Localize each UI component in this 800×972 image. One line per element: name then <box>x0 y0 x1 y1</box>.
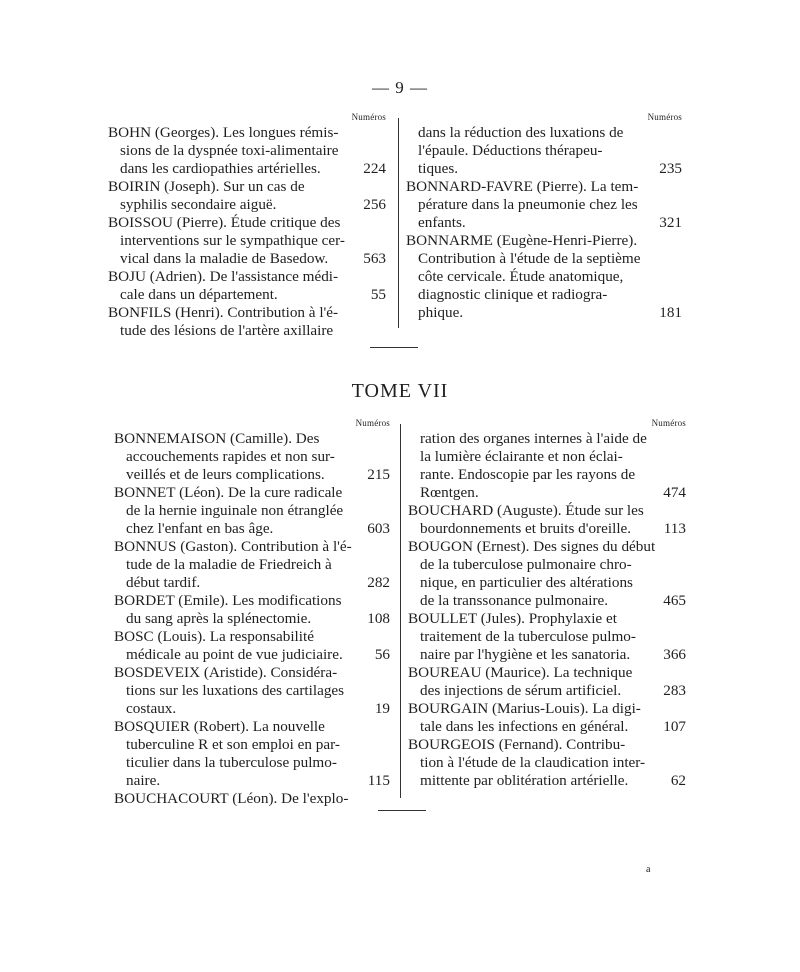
entry-line <box>408 430 686 448</box>
entry-line <box>406 142 682 160</box>
entry-text: BONNET (Léon). De la cure radicale <box>114 484 343 501</box>
entry-line <box>114 466 390 484</box>
section-divider <box>370 347 418 348</box>
entry-line <box>406 160 682 178</box>
entry-text: enfants. <box>418 214 466 231</box>
entry-text: pérature dans la pneumonie chez les <box>418 196 638 213</box>
entry-line <box>114 700 390 718</box>
entry-text: dans la réduction des luxations de <box>418 124 624 141</box>
entry-text: côte cervicale. Étude anatomique, <box>418 268 624 285</box>
entry-line <box>114 538 390 556</box>
entry-line <box>114 628 390 646</box>
entry-text: ration des organes internes à l'aide de <box>420 430 647 447</box>
entry-line <box>108 124 386 142</box>
index-entry <box>108 304 386 340</box>
entry-line <box>114 502 390 520</box>
index-entry <box>114 538 390 592</box>
entry-text: Contribution à l'étude de la septième <box>418 250 641 267</box>
entry-text: veillés et de leurs complications. <box>126 466 325 483</box>
entry-line <box>114 682 390 700</box>
entry-number: 19 <box>374 700 390 717</box>
entry-text: accouchements rapides et non sur- <box>126 448 335 465</box>
entry-line <box>408 664 686 682</box>
entry-line <box>406 178 682 196</box>
entry-list <box>114 430 390 808</box>
entry-text: diagnostic clinique et radiogra- <box>418 286 608 303</box>
entry-line <box>408 736 686 754</box>
entry-list <box>406 124 682 322</box>
entry-text: interventions sur le sympathique cer- <box>120 232 345 249</box>
corner-mark: a <box>646 864 651 875</box>
entry-text: BOURGAIN (Marius-Louis). La digi- <box>408 700 641 717</box>
entry-line <box>408 574 686 592</box>
entry-text: BOUGON (Ernest). Des signes du début <box>408 538 656 555</box>
entry-text: dans les cardiopathies artérielles. <box>120 160 321 177</box>
entry-text: sions de la dyspnée toxi-alimentaire <box>120 142 339 159</box>
index-entry <box>114 430 390 484</box>
column-tome-left <box>114 418 390 808</box>
entry-text: BOUCHARD (Auguste). Étude sur les <box>408 502 644 519</box>
entry-line <box>406 232 682 250</box>
column-tome-right <box>408 418 686 790</box>
entry-number: 366 <box>663 646 686 663</box>
index-entry <box>408 700 686 736</box>
entry-line <box>408 718 686 736</box>
entry-number: 465 <box>663 592 686 609</box>
entry-line <box>406 124 682 142</box>
index-entry <box>108 214 386 268</box>
index-entry <box>406 124 682 178</box>
entry-line <box>108 250 386 268</box>
entry-list <box>108 124 386 340</box>
entry-line <box>408 448 686 466</box>
entry-text: phique. <box>418 304 464 321</box>
numeros-label: Numéros <box>351 112 386 122</box>
column-divider <box>398 118 399 328</box>
entry-text: BOUCHACOURT (Léon). De l'explo- <box>114 790 349 807</box>
entry-number: 56 <box>374 646 390 663</box>
entry-text: début tardif. <box>126 574 201 591</box>
entry-line <box>114 646 390 664</box>
entry-number: 113 <box>663 520 686 537</box>
entry-number: 55 <box>370 286 386 303</box>
entry-line <box>408 502 686 520</box>
entry-line <box>406 250 682 268</box>
entry-text: nique, en particulier des altérations <box>420 574 633 591</box>
entry-text: BOSQUIER (Robert). La nouvelle <box>114 718 325 735</box>
entry-text: l'épaule. Déductions thérapeu- <box>418 142 603 159</box>
index-entry <box>408 664 686 700</box>
index-entry <box>108 268 386 304</box>
index-entry <box>406 232 682 322</box>
entry-line <box>114 520 390 538</box>
entry-line <box>108 304 386 322</box>
entry-number: 283 <box>663 682 686 699</box>
entry-line <box>408 628 686 646</box>
entry-line <box>108 322 386 340</box>
entry-line <box>108 178 386 196</box>
entry-line <box>108 214 386 232</box>
entry-line <box>114 754 390 772</box>
entry-text: BOHN (Georges). Les longues rémis- <box>108 124 339 141</box>
entry-line <box>406 196 682 214</box>
entry-number: 321 <box>659 214 682 231</box>
entry-number: 62 <box>670 772 686 789</box>
index-entry <box>108 178 386 214</box>
entry-line <box>114 736 390 754</box>
entry-text: médicale au point de vue judiciaire. <box>126 646 343 663</box>
entry-text: de la transsonance pulmonaire. <box>420 592 609 609</box>
entry-text: BOURGEOIS (Fernand). Contribu- <box>408 736 626 753</box>
index-entry <box>408 538 686 610</box>
entry-text: naire. <box>126 772 161 789</box>
entry-number: 603 <box>367 520 390 537</box>
entry-text: BORDET (Emile). Les modifications <box>114 592 342 609</box>
index-entry <box>114 484 390 538</box>
entry-number: 235 <box>659 160 682 177</box>
numeros-label: Numéros <box>651 418 686 428</box>
tome-heading: TOME VII <box>351 380 449 402</box>
entry-text: BONNUS (Gaston). Contribution à l'é- <box>114 538 352 555</box>
entry-line <box>108 142 386 160</box>
entry-line <box>114 574 390 592</box>
entry-number: 256 <box>363 196 386 213</box>
index-entry <box>108 124 386 178</box>
index-entry <box>408 736 686 790</box>
entry-number: 108 <box>367 610 390 627</box>
column-top-left <box>108 112 386 340</box>
entry-line <box>408 610 686 628</box>
entry-text: BONNARD-FAVRE (Pierre). La tem- <box>406 178 639 195</box>
entry-text: de la hernie inguinale non étranglée <box>126 502 344 519</box>
entry-text: BONFILS (Henri). Contribution à l'é- <box>108 304 339 321</box>
numeros-label: Numéros <box>355 418 390 428</box>
entry-text: BOIRIN (Joseph). Sur un cas de <box>108 178 305 195</box>
entry-line <box>408 484 686 502</box>
entry-number: 563 <box>363 250 386 267</box>
footer-divider <box>378 810 426 811</box>
entry-text: BONNEMAISON (Camille). Des <box>114 430 320 447</box>
index-entry <box>114 628 390 664</box>
entry-line <box>108 286 386 304</box>
entry-number: 474 <box>663 484 686 501</box>
entry-line <box>108 232 386 250</box>
entry-text: BOULLET (Jules). Prophylaxie et <box>408 610 617 627</box>
entry-text: tude des lésions de l'artère axillaire <box>120 322 334 339</box>
entry-text: BOSC (Louis). La responsabilité <box>114 628 314 645</box>
entry-list <box>408 430 686 790</box>
entry-text: tude de la maladie de Friedreich à <box>126 556 332 573</box>
entry-line <box>114 664 390 682</box>
entry-line <box>408 556 686 574</box>
entry-line <box>108 196 386 214</box>
numeros-label: Numéros <box>647 112 682 122</box>
entry-text: tale dans les infections en général. <box>420 718 629 735</box>
entry-line <box>408 646 686 664</box>
entry-line <box>408 682 686 700</box>
entry-text: du sang après la splénectomie. <box>126 610 312 627</box>
entry-text: la lumière éclairante et non éclai- <box>420 448 623 465</box>
entry-text: tuberculine R et son emploi en par- <box>126 736 340 753</box>
entry-line <box>406 304 682 322</box>
entry-line <box>114 448 390 466</box>
entry-text: mittente par oblitération artérielle. <box>420 772 629 789</box>
entry-line <box>114 592 390 610</box>
entry-number: 224 <box>363 160 386 177</box>
index-entry <box>408 610 686 664</box>
entry-text: vical dans la maladie de Basedow. <box>120 250 329 267</box>
entry-line <box>114 718 390 736</box>
entry-line <box>108 268 386 286</box>
entry-line <box>114 556 390 574</box>
entry-line <box>114 610 390 628</box>
entry-text: tions sur les luxations des cartilages <box>126 682 345 699</box>
column-top-right <box>406 112 682 322</box>
entry-line <box>114 430 390 448</box>
entry-text: syphilis secondaire aiguë. <box>120 196 277 213</box>
entry-line <box>406 286 682 304</box>
index-entry <box>114 592 390 628</box>
entry-number: 115 <box>367 772 390 789</box>
index-entry <box>114 664 390 718</box>
entry-line <box>406 268 682 286</box>
index-entry <box>114 790 390 808</box>
entry-text: BOISSOU (Pierre). Étude critique des <box>108 214 341 231</box>
index-entry <box>406 178 682 232</box>
entry-line <box>408 466 686 484</box>
entry-line <box>114 772 390 790</box>
entry-line <box>114 790 390 808</box>
entry-line <box>408 772 686 790</box>
entry-text: traitement de la tuberculose pulmo- <box>420 628 636 645</box>
entry-number: 181 <box>659 304 682 321</box>
entry-text: BONNARME (Eugène-Henri-Pierre). <box>406 232 638 249</box>
column-divider <box>400 424 401 798</box>
entry-text: ticulier dans la tuberculose pulmo- <box>126 754 337 771</box>
entry-text: rante. Endoscopie par les rayons de <box>420 466 636 483</box>
entry-text: BOUREAU (Maurice). La technique <box>408 664 633 681</box>
entry-number: 215 <box>367 466 390 483</box>
index-entry <box>408 502 686 538</box>
entry-text: BOSDEVEIX (Aristide). Considéra- <box>114 664 338 681</box>
entry-line <box>108 160 386 178</box>
page-number: — 9 — <box>372 78 428 97</box>
entry-line <box>408 754 686 772</box>
entry-text: tiques. <box>418 160 459 177</box>
entry-text: BOJU (Adrien). De l'assistance médi- <box>108 268 339 285</box>
entry-line <box>406 214 682 232</box>
index-entry <box>114 718 390 790</box>
entry-number: 282 <box>367 574 390 591</box>
entry-text: Rœntgen. <box>420 484 479 501</box>
entry-line <box>408 520 686 538</box>
entry-text: bourdonnements et bruits d'oreille. <box>420 520 632 537</box>
entry-line <box>408 700 686 718</box>
entry-line <box>408 592 686 610</box>
entry-text: tion à l'étude de la claudication inter- <box>420 754 646 771</box>
entry-number: 107 <box>663 718 686 735</box>
entry-text: costaux. <box>126 700 177 717</box>
index-entry <box>408 430 686 502</box>
entry-line <box>114 484 390 502</box>
entry-line <box>408 538 686 556</box>
entry-text: chez l'enfant en bas âge. <box>126 520 274 537</box>
entry-text: cale dans un département. <box>120 286 278 303</box>
entry-text: de la tuberculose pulmonaire chro- <box>420 556 632 573</box>
entry-text: des injections de sérum artificiel. <box>420 682 622 699</box>
entry-text: naire par l'hygiène et les sanatoria. <box>420 646 631 663</box>
